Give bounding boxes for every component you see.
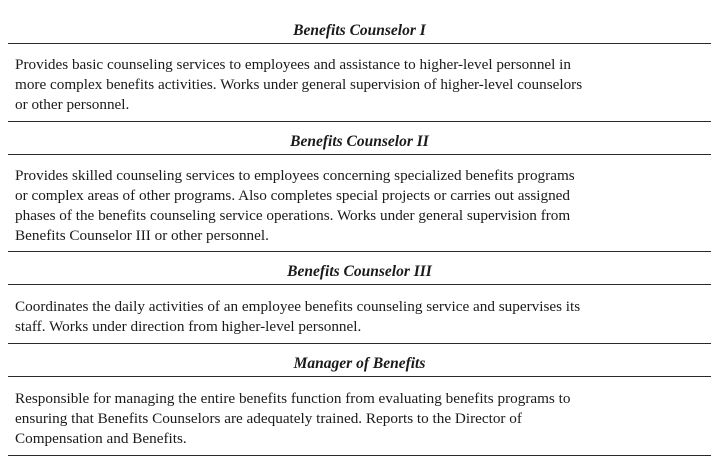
description-line: or complex areas of other programs. Also completes special projects or carries out assigned (15, 187, 571, 204)
section-divider (8, 343, 711, 344)
section-title-manager-of-benefits: Manager of Benefits (293, 355, 426, 372)
description-line: more complex benefits activities. Works under general supervision of higher-level counselors (15, 76, 583, 93)
section-divider (8, 284, 711, 285)
description-line: Responsible for managing the entire benefits function from evaluating benefits programs to (15, 390, 571, 407)
section-title-benefits-counselor-1: Benefits Counselor I (293, 22, 426, 39)
section-description-benefits-counselor-3 (15, 297, 707, 337)
section-description-manager-of-benefits (15, 389, 707, 449)
description-line: Coordinates the daily activities of an employee benefits counseling service and supervises its (15, 298, 581, 315)
section-description-benefits-counselor-1 (15, 55, 707, 115)
description-line: or other personnel. (15, 96, 130, 113)
section-description-benefits-counselor-2 (15, 166, 707, 246)
section-divider (8, 251, 711, 252)
description-line: Provides skilled counseling services to employees concerning specialized benefits programs (15, 167, 575, 184)
section-divider (8, 121, 711, 122)
description-line: staff. Works under direction from higher-level personnel. (15, 318, 362, 335)
section-divider (8, 455, 711, 456)
section-title-benefits-counselor-3: Benefits Counselor III (287, 263, 432, 280)
description-line: phases of the benefits counseling service operations. Works under general supervision from (15, 207, 571, 224)
section-divider (8, 43, 711, 44)
description-line: Benefits Counselor III or other personnel. (15, 227, 269, 244)
description-line: Compensation and Benefits. (15, 430, 187, 447)
section-divider (8, 154, 711, 155)
section-divider (8, 376, 711, 377)
section-title-benefits-counselor-2: Benefits Counselor II (290, 133, 429, 150)
description-line: ensuring that Benefits Counselors are adequately trained. Reports to the Director of (15, 410, 522, 427)
description-line: Provides basic counseling services to employees and assistance to higher-level personnel in (15, 56, 571, 73)
